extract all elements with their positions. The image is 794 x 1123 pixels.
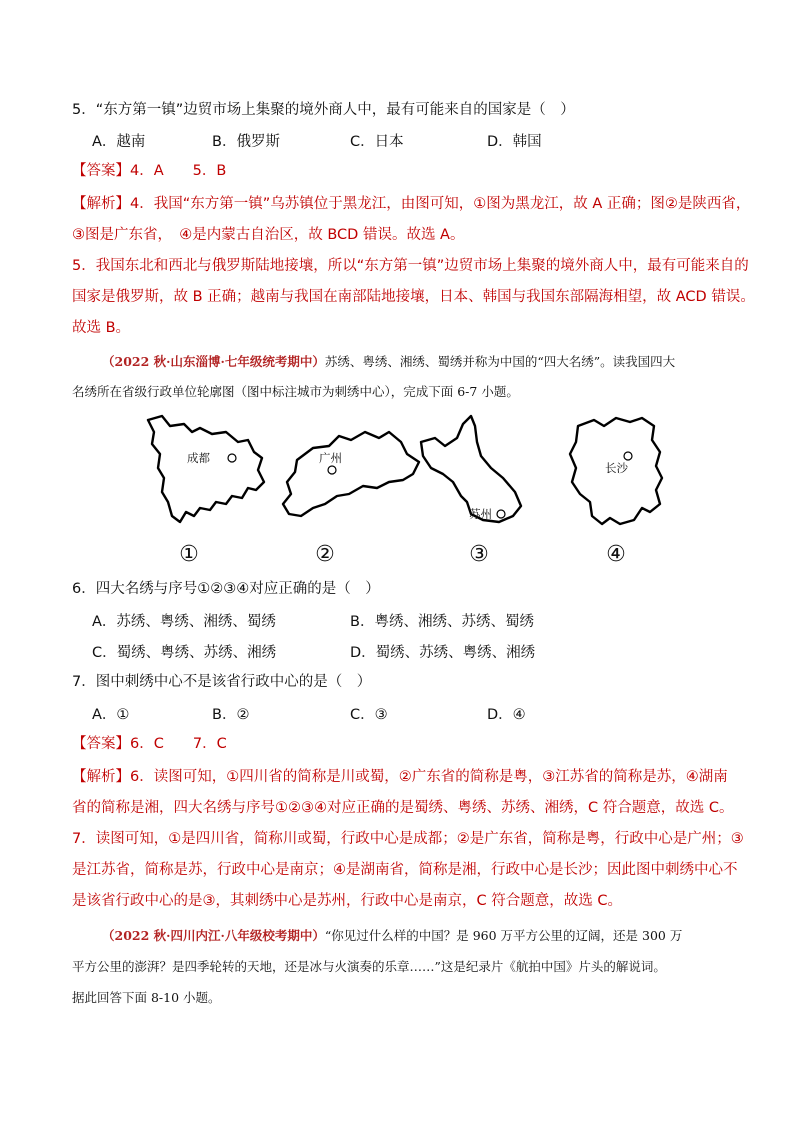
map-number-4: ④ bbox=[606, 542, 626, 567]
q6-option-d: D．蜀绣、苏绣、粤绣、湘绣 bbox=[350, 645, 536, 661]
source-label: （2022 秋·四川内江·八年级校考期中） bbox=[102, 928, 325, 943]
map-sichuan bbox=[140, 412, 270, 527]
intro-8-10-line3: 据此回答下面 8-10 小题。 bbox=[72, 990, 221, 1005]
map-jiangsu bbox=[417, 412, 527, 527]
intro-8-10-line2: 平方公里的澎湃？是四季轮转的天地，还是冰与火演奏的乐章……”这是纪录片《航拍中国》片头的解说词。 bbox=[72, 959, 666, 974]
city-label-chengdu: 成都 bbox=[187, 451, 210, 465]
explanation-text: 4．我国“东方第一镇”乌苏镇位于黑龙江，由图可知，①图为黑龙江，故 A 正确；图②是陕西省， bbox=[130, 196, 751, 212]
city-label-guangzhou: 广州 bbox=[319, 451, 342, 465]
explanation-4-5-line2: ③图是广东省， ④是内蒙古自治区，故 BCD 错误。故选 A。 bbox=[72, 227, 465, 243]
q7-option-a: A．① bbox=[92, 707, 130, 723]
map-number-2: ② bbox=[315, 542, 335, 567]
intro-text: “你见过什么样的中国？是 960 万平方公里的辽阔，还是 300 万 bbox=[324, 928, 683, 943]
q7-option-b: B．② bbox=[212, 707, 250, 723]
province-maps bbox=[125, 412, 685, 572]
explanation-4-5-line1 bbox=[72, 194, 750, 214]
q6-option-b: B．粤绣、湘绣、苏绣、蜀绣 bbox=[350, 614, 534, 630]
explanation-6-7-line4: 是江苏省，简称是苏，行政中心是南京；④是湖南省，简称是湘，行政中心是长沙；因此图中刺绣中心不 bbox=[72, 862, 738, 878]
answer-tag: 【答案】 bbox=[72, 736, 130, 752]
question-7-stem: 7．图中刺绣中心不是该省行政中心的是（ ） bbox=[72, 674, 372, 690]
answer-6-7 bbox=[72, 734, 227, 754]
question-5-stem: 5．“东方第一镇”边贸市场上集聚的境外商人中，最有可能来自的国家是（ ） bbox=[72, 102, 575, 118]
explanation-6-7-line5: 是该省行政中心的是③，其刺绣中心是苏州，行政中心是南京，C 符合题意，故选 C。 bbox=[72, 893, 622, 909]
q5-option-d: D．韩国 bbox=[487, 134, 542, 150]
map-number-3: ③ bbox=[469, 542, 489, 567]
q5-option-b: B．俄罗斯 bbox=[212, 134, 280, 150]
explanation-tag: 【解析】 bbox=[72, 769, 130, 785]
q7-option-c: C．③ bbox=[350, 707, 388, 723]
explanation-6-7-line2: 省的简称是湘，四大名绣与序号①②③④对应正确的是蜀绣、粤绣、苏绣、湘绣，C 符合题意，故选 C。 bbox=[72, 800, 734, 816]
intro-8-10-line1 bbox=[102, 926, 682, 946]
guangdong-outline bbox=[267, 424, 427, 524]
explanation-4-5-line3: 5．我国东北和西北与俄罗斯陆地接壤，所以“东方第一镇”边贸市场上集聚的境外商人中，最有可能来自的 bbox=[72, 258, 749, 274]
q6-option-c: C．蜀绣、粤绣、苏绣、湘绣 bbox=[92, 645, 277, 661]
answer-text: 6．C 7．C bbox=[130, 736, 227, 752]
intro-text: 苏绣、粤绣、湘绣、蜀绣并称为中国的“四大名绣”。读我国四大 bbox=[324, 354, 676, 369]
map-hunan bbox=[562, 412, 672, 530]
source-label: （2022 秋·山东淄博·七年级统考期中） bbox=[102, 354, 325, 369]
explanation-text: 6．读图可知，①四川省的简称是川或蜀，②广东省的简称是粤，③江苏省的简称是苏，④湖南 bbox=[130, 769, 728, 785]
q5-option-a: A．越南 bbox=[92, 134, 146, 150]
sichuan-outline bbox=[140, 412, 270, 527]
city-label-suzhou: 苏州 bbox=[469, 507, 492, 521]
explanation-tag: 【解析】 bbox=[72, 196, 130, 212]
q7-option-d: D．④ bbox=[487, 707, 526, 723]
explanation-4-5-line5: 故选 B。 bbox=[72, 320, 131, 336]
q6-option-a: A．苏绣、粤绣、湘绣、蜀绣 bbox=[92, 614, 276, 630]
explanation-4-5-line4: 国家是俄罗斯，故 B 正确；越南与我国在南部陆地接壤，日本、韩国与我国东部隔海相望，故 ACD 错误。 bbox=[72, 289, 755, 305]
intro-6-7-line1 bbox=[102, 352, 675, 372]
q5-option-c: C．日本 bbox=[350, 134, 404, 150]
question-6-stem: 6．四大名绣与序号①②③④对应正确的是（ ） bbox=[72, 581, 380, 597]
map-number-1: ① bbox=[179, 542, 199, 567]
answer-text: 4．A 5．B bbox=[130, 163, 227, 179]
answer-4-5 bbox=[72, 161, 226, 181]
explanation-6-7-line3: 7．读图可知，①是四川省，简称川或蜀，行政中心是成都；②是广东省，简称是粤，行政中心是广州；③ bbox=[72, 831, 744, 847]
explanation-6-7-line1 bbox=[72, 767, 728, 787]
answer-tag: 【答案】 bbox=[72, 163, 130, 179]
intro-6-7-line2: 名绣所在省级行政单位轮廓图（图中标注城市为刺绣中心），完成下面 6-7 小题。 bbox=[72, 384, 519, 399]
city-label-changsha: 长沙 bbox=[605, 461, 628, 475]
map-guangdong bbox=[267, 424, 427, 524]
